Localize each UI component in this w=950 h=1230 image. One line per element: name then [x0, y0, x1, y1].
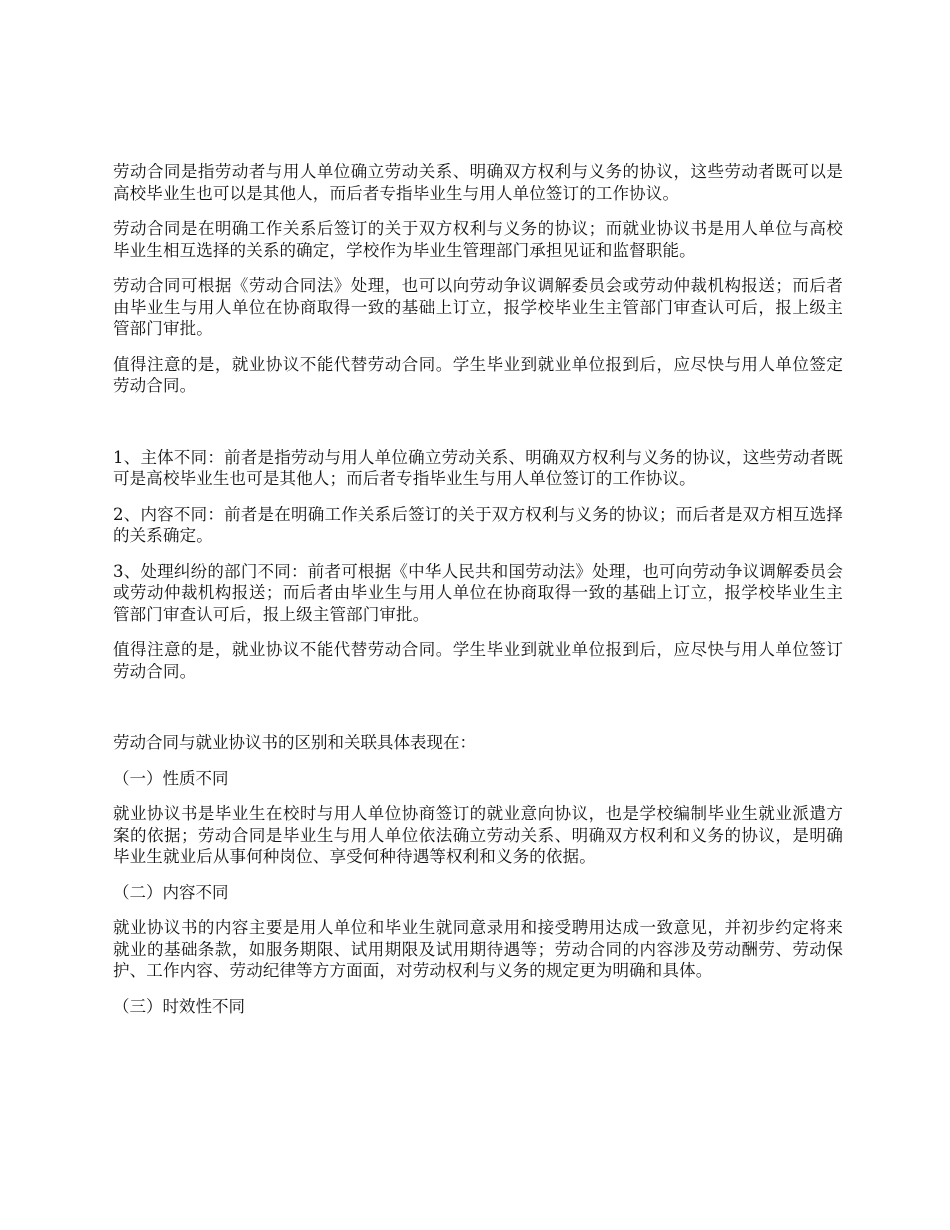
- paragraph: 就业协议书是毕业生在校时与用人单位协商签订的就业意向协议，也是学校编制毕业生就业派遣方案的依据；劳动合同是毕业生与用人单位依法确立劳动关系、明确双方权利和义务的协议，是明确毕业生就业后从事何种岗位、享受何种待遇等权利和义务的依据。: [113, 804, 843, 866]
- list-item-content: 2、内容不同：前者是在明确工作关系后签订的关于双方权利与义务的协议；而后者是双方相互选择的关系确定。: [113, 504, 843, 545]
- paragraph: 劳动合同是指劳动者与用人单位确立劳动关系、明确双方权利与义务的协议，这些劳动者既可以是高校毕业生也可以是其他人，而后者专指毕业生与用人单位签订的工作协议。: [113, 162, 843, 203]
- paragraph: 就业协议书的内容主要是用人单位和毕业生就同意录用和接受聘用达成一致意见，并初步约定将来就业的基础条款，如服务期限、试用期限及试用期待遇等；劳动合同的内容涉及劳动酬劳、劳动保护、工作内容、劳动纪律等方方面面，对劳动权利与义务的规定更为明确和具体。: [113, 918, 843, 980]
- subheading-content: （二）内容不同: [113, 882, 229, 902]
- paragraph: 劳动合同是在明确工作关系后签订的关于双方权利与义务的协议；而就业协议书是用人单位与高校毕业生相互选择的关系的确定，学校作为毕业生管理部门承担见证和监督职能。: [113, 219, 843, 260]
- list-item-dispute: 3、处理纠纷的部门不同：前者可根据《中华人民共和国劳动法》处理，也可向劳动争议调解委员会或劳动仲裁机构报送；而后者由毕业生与用人单位在协商取得一致的基础上订立，报学校毕业生主管部门审查认可后，报上级主管部门审批。: [113, 561, 843, 624]
- paragraph: 劳动合同可根据《劳动合同法》处理，也可以向劳动争议调解委员会或劳动仲裁机构报送；而后者由毕业生与用人单位在协商取得一致的基础上订立，报学校毕业生主管部门审查认可后，报上级主管部门审批。: [113, 276, 843, 338]
- document-body: [113, 161, 843, 1031]
- list-item-subject: 1、主体不同：前者是指劳动与用人单位确立劳动关系、明确双方权利与义务的协议，这些劳动者既可是高校毕业生也可是其他人；而后者专指毕业生与用人单位签订的工作协议。: [113, 447, 843, 488]
- section-spacer: [113, 411, 843, 447]
- subheading-validity: （三）时效性不同: [113, 996, 245, 1016]
- section-spacer: [113, 696, 843, 732]
- paragraph: 值得注意的是，就业协议不能代替劳动合同。学生毕业到就业单位报到后，应尽快与用人单位签定劳动合同。: [113, 354, 843, 395]
- subheading-nature: （一）性质不同: [113, 768, 229, 788]
- section-intro: 劳动合同与就业协议书的区别和关联具体表现在：: [113, 733, 476, 752]
- paragraph: 值得注意的是，就业协议不能代替劳动合同。学生毕业到就业单位报到后，应尽快与用人单位签订劳动合同。: [113, 640, 843, 681]
